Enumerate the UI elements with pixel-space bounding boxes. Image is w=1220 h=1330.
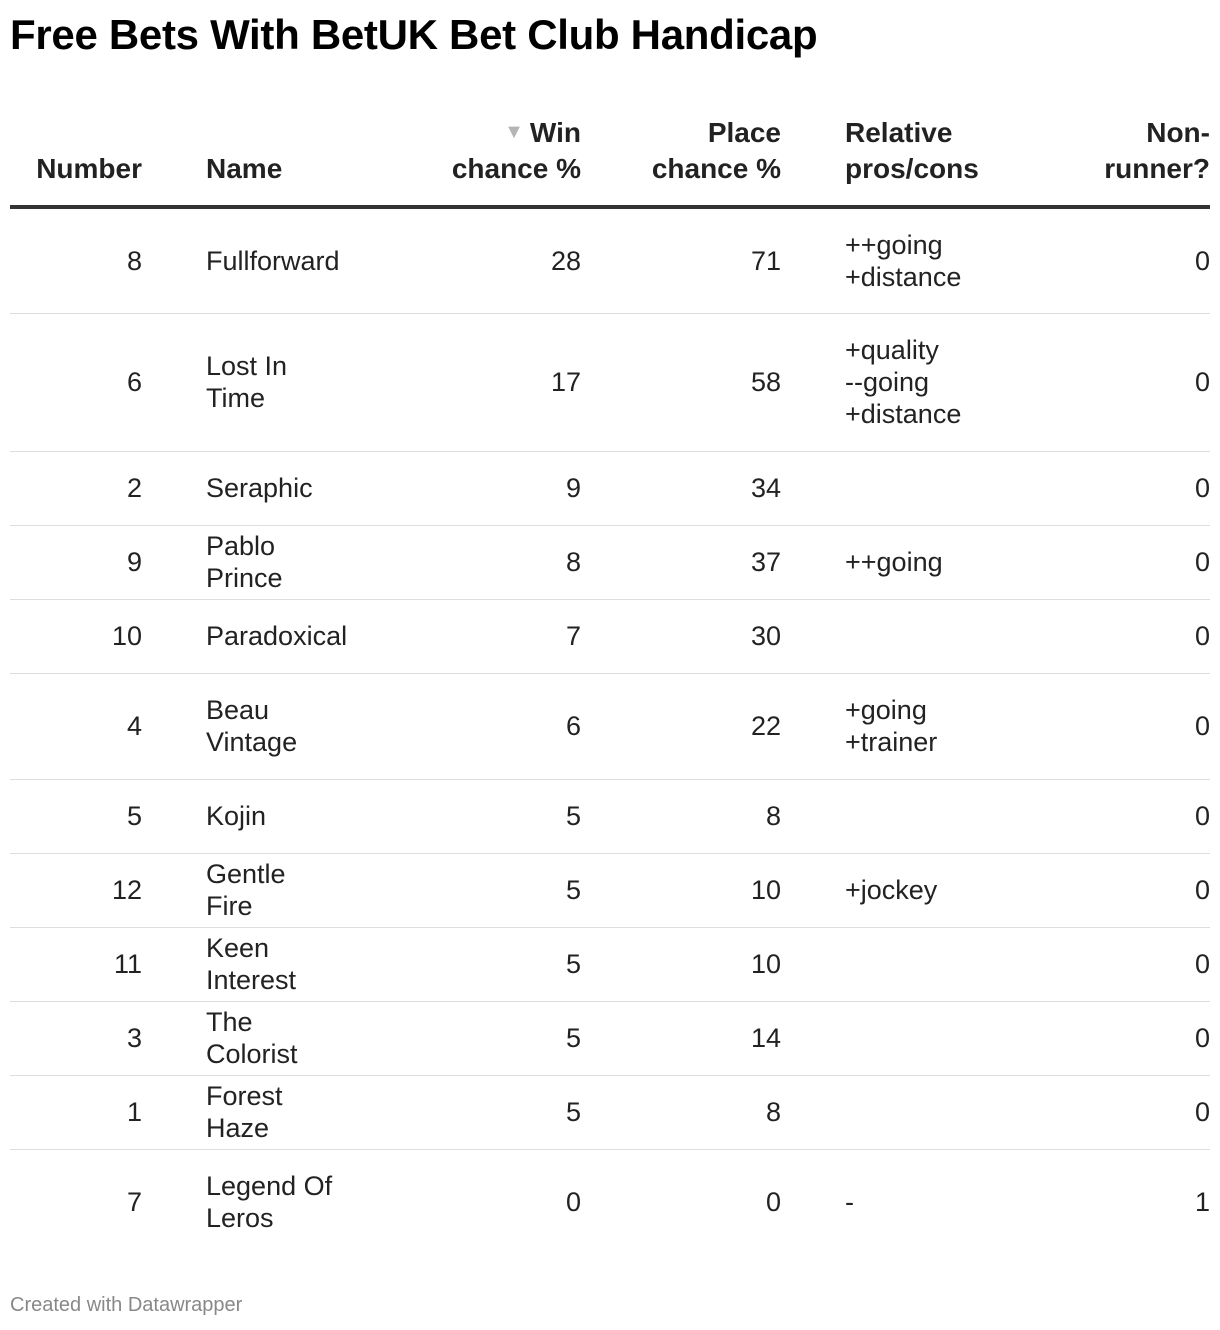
- cell-win-chance: 28: [338, 207, 581, 313]
- table-row: [10, 1075, 1210, 1149]
- cell-name: Beau Vintage: [142, 673, 338, 779]
- pros-cons-item: +jockey: [845, 875, 938, 905]
- cell-place-chance: 37: [581, 525, 781, 599]
- table-row: [10, 599, 1210, 673]
- col-header-win-chance[interactable]: [338, 110, 581, 207]
- cell-non-runner: 0: [1046, 927, 1210, 1001]
- pros-cons-item: +distance: [845, 261, 962, 292]
- pros-cons-item: +quality: [845, 335, 939, 365]
- col-header-number-label: Number: [36, 153, 142, 184]
- table-row: [10, 451, 1210, 525]
- pros-cons-item: ++going: [845, 547, 943, 577]
- cell-place-chance: 58: [581, 313, 781, 451]
- cell-win-chance: 17: [338, 313, 581, 451]
- cell-number: 7: [126, 1187, 142, 1218]
- cell-non-runner: 0: [1046, 599, 1210, 673]
- cell-non-runner: 0: [1046, 451, 1210, 525]
- chart-title: Free Bets With BetUK Bet Club Handicap: [10, 11, 818, 58]
- cell-place-chance: 8: [581, 1075, 781, 1149]
- table-header-row: [10, 110, 1210, 207]
- cell-number: 5: [10, 779, 142, 853]
- cell-pros-cons: [781, 673, 1046, 779]
- cell-number: 4: [10, 673, 142, 779]
- cell-pros-cons: [781, 451, 1046, 525]
- col-header-place-line2: chance %: [651, 153, 781, 184]
- cell-number: 2: [10, 451, 142, 525]
- cell-win-chance: 5: [338, 927, 581, 1001]
- col-header-pros-cons[interactable]: [781, 110, 1046, 207]
- col-header-win-line1: Win: [529, 117, 581, 148]
- cell-name: Fullforward: [142, 207, 338, 313]
- cell-win-chance: 5: [338, 779, 581, 853]
- col-header-name-label: Name: [206, 153, 283, 184]
- col-header-place-line1: Place: [707, 117, 781, 148]
- cell-win-chance: 5: [338, 853, 581, 927]
- table-row: [10, 313, 1210, 451]
- table-row: [10, 207, 1210, 313]
- cell-place-chance: 10: [581, 927, 781, 1001]
- cell-number: 10: [10, 599, 142, 673]
- cell-pros-cons: [781, 927, 1046, 1001]
- cell-name: Pablo Prince: [142, 525, 338, 599]
- table-row: [10, 927, 1210, 1001]
- cell-pros-cons: [781, 779, 1046, 853]
- cell-win-chance: 8: [338, 525, 581, 599]
- cell-number: 1: [10, 1075, 142, 1149]
- cell-number: 8: [10, 207, 142, 313]
- cell-name: Gentle Fire: [142, 853, 338, 927]
- cell-non-runner: 0: [1046, 779, 1210, 853]
- col-header-pros-line2: pros/cons: [845, 153, 979, 184]
- cell-name: Paradoxical: [142, 599, 338, 673]
- cell-place-chance: 0: [765, 1187, 781, 1218]
- cell-number: 9: [10, 525, 142, 599]
- cell-pros-cons: [781, 525, 1046, 599]
- footer-credit: Created with Datawrapper: [10, 1294, 243, 1316]
- cell-non-runner: 0: [1046, 673, 1210, 779]
- table-row: [10, 853, 1210, 927]
- col-header-place-chance[interactable]: [581, 110, 781, 207]
- cell-win-chance: 0: [565, 1187, 581, 1218]
- table-row: [10, 525, 1210, 599]
- pros-cons-item: +going: [845, 695, 927, 725]
- cell-win-chance: 9: [338, 451, 581, 525]
- sort-down-triangle-icon: ▼: [504, 121, 524, 143]
- cell-non-runner: 0: [1046, 207, 1210, 313]
- cell-name: Keen Interest: [142, 927, 338, 1001]
- pros-cons-item: +trainer: [845, 727, 938, 757]
- cell-place-chance: 14: [581, 1001, 781, 1075]
- cell-name: Lost In Time: [142, 313, 338, 451]
- col-header-nonrunner-line2: runner?: [1104, 153, 1210, 184]
- cell-win-chance: 5: [338, 1075, 581, 1149]
- cell-pros-cons: [781, 313, 1046, 451]
- cell-number: 12: [10, 853, 142, 927]
- col-header-non-runner[interactable]: [1046, 110, 1210, 207]
- cell-place-chance: 22: [581, 673, 781, 779]
- cell-name: Legend Of Leros: [206, 1171, 333, 1234]
- table-row: [10, 779, 1210, 853]
- cell-pros-cons: [781, 1149, 1046, 1255]
- pros-cons-item: ++going: [845, 229, 943, 260]
- col-header-name[interactable]: [142, 110, 338, 207]
- cell-name: The Colorist: [142, 1001, 338, 1075]
- cell-non-runner: 0: [1046, 525, 1210, 599]
- cell-name: Seraphic: [142, 451, 338, 525]
- col-header-nonrunner-line1: Non-: [1146, 117, 1210, 148]
- cell-pros-cons: [781, 599, 1046, 673]
- cell-win-chance: 7: [338, 599, 581, 673]
- cell-non-runner: 0: [1046, 313, 1210, 451]
- cell-non-runner: 0: [1046, 853, 1210, 927]
- cell-win-chance: 5: [338, 1001, 581, 1075]
- cell-pros-cons: [781, 1075, 1046, 1149]
- cell-number: 6: [10, 313, 142, 451]
- cell-place-chance: 30: [581, 599, 781, 673]
- col-header-win-line2: chance %: [451, 153, 581, 184]
- pros-cons-item: -: [845, 1187, 854, 1218]
- cell-number: 11: [10, 927, 142, 1001]
- col-header-pros-line1: Relative: [845, 117, 953, 148]
- table-row: [10, 673, 1210, 779]
- cell-pros-cons: [781, 1001, 1046, 1075]
- cell-place-chance: 71: [581, 207, 781, 313]
- runners-table: [10, 110, 1210, 1255]
- table-row: [10, 1001, 1210, 1075]
- cell-non-runner: 0: [1046, 1075, 1210, 1149]
- cell-name: Kojin: [142, 779, 338, 853]
- table-body: [10, 207, 1210, 1255]
- cell-non-runner: 1: [1194, 1187, 1210, 1218]
- pros-cons-item: --going: [845, 367, 930, 397]
- cell-pros-cons: [781, 207, 1046, 313]
- cell-win-chance: 6: [338, 673, 581, 779]
- cell-place-chance: 10: [581, 853, 781, 927]
- table-row: [10, 1149, 1210, 1255]
- cell-place-chance: 34: [581, 451, 781, 525]
- cell-pros-cons: [781, 853, 1046, 927]
- cell-place-chance: 8: [581, 779, 781, 853]
- pros-cons-item: +distance: [845, 399, 962, 429]
- cell-non-runner: 0: [1046, 1001, 1210, 1075]
- col-header-number[interactable]: [10, 110, 142, 207]
- cell-number: 3: [10, 1001, 142, 1075]
- cell-name: Forest Haze: [142, 1075, 338, 1149]
